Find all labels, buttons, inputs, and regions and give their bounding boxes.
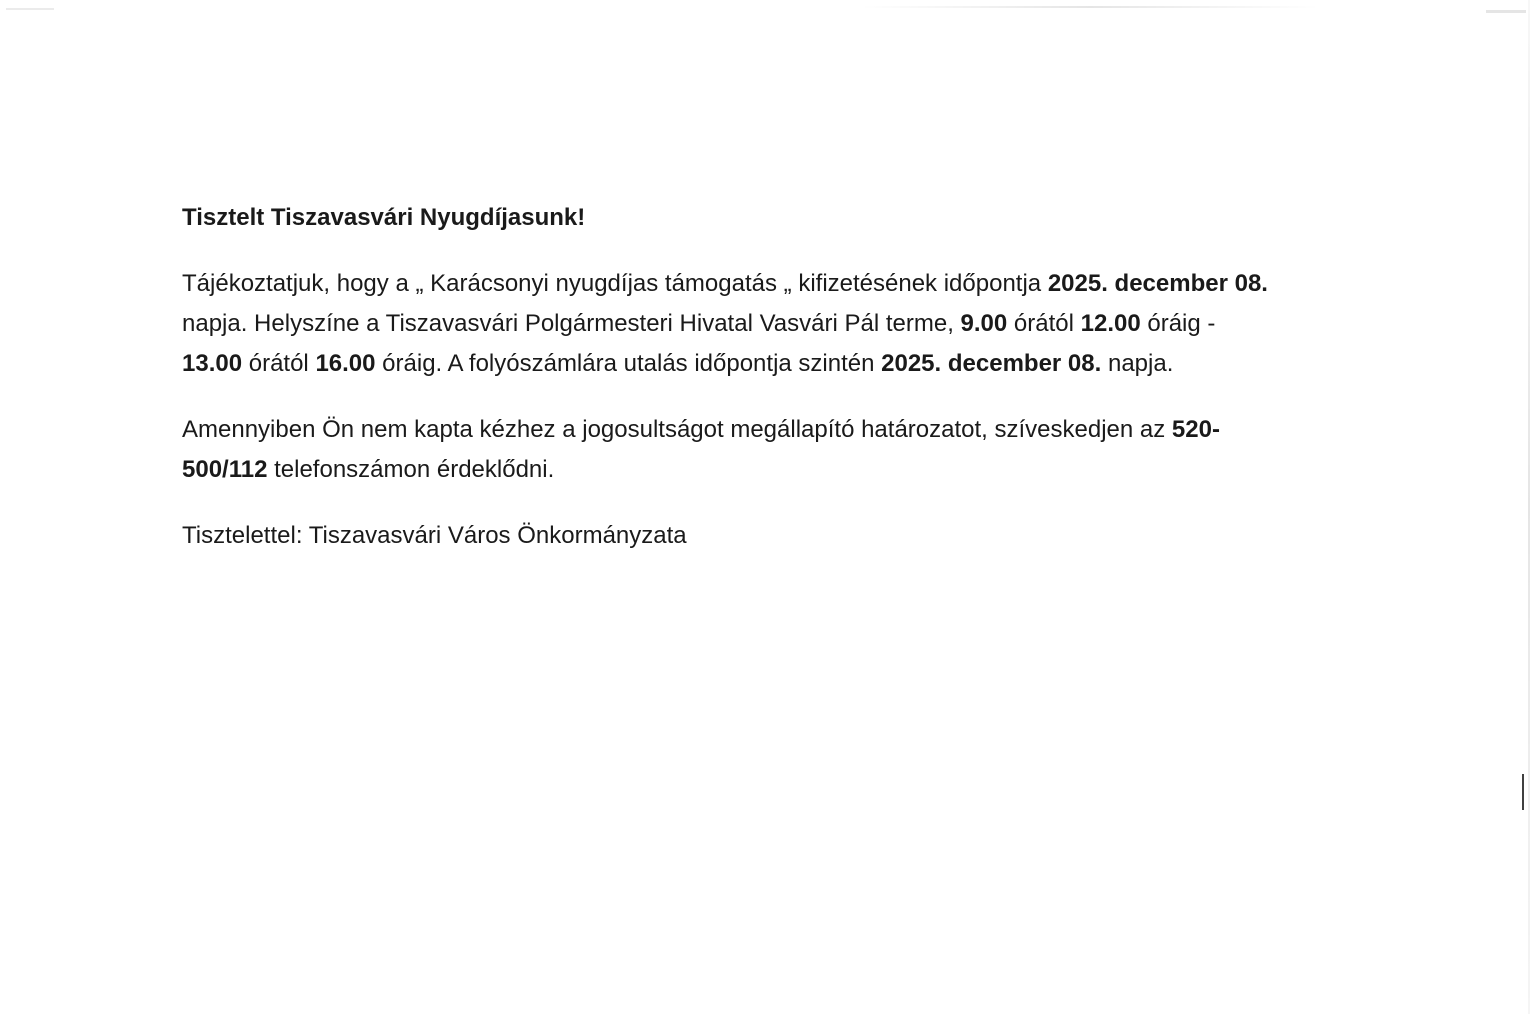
paragraph1-end: napja. <box>1101 350 1174 377</box>
letter-body <box>182 198 1382 556</box>
paragraph2-text: Amennyiben Ön nem kapta kézhez a jogosultságot megállapító határozatot, szíveskedjen az <box>182 416 1172 443</box>
paragraph1-location: napja. Helyszíne a Tiszavasvári Polgármesteri Hivatal Vasvári Pál terme, <box>182 310 961 337</box>
from-label-1: órától <box>1007 310 1081 337</box>
phone-number-part1: 520- <box>1171 416 1220 443</box>
scan-artifact-mark <box>1522 774 1524 810</box>
paragraph1-intro: Tájékoztatjuk, hogy a „ Karácsonyi nyugdíjas támogatás „ kifizetésének időpontja <box>182 270 1048 297</box>
scan-artifact-top-left <box>6 8 54 10</box>
letter-greeting: Tisztelt Tiszavasvári Nyugdíjasunk! <box>182 204 586 231</box>
scan-artifact-top <box>860 6 1320 8</box>
contact-paragraph <box>182 410 1382 490</box>
scan-artifact-top-right <box>1486 10 1526 13</box>
from-label-2: órától <box>242 350 316 377</box>
transfer-date: 2025. december 08. <box>881 350 1102 377</box>
phone-number-part2: 500/112 <box>182 456 268 483</box>
time-start-afternoon: 13.00 <box>182 350 243 377</box>
time-end-afternoon: 16.00 <box>315 350 376 377</box>
paragraph2-end: telefonszámon érdeklődni. <box>267 456 555 483</box>
time-end-morning: 12.00 <box>1080 310 1141 337</box>
payment-info-paragraph <box>182 264 1382 384</box>
scan-artifact-right-edge <box>1528 0 1530 1014</box>
letter-signature: Tisztelettel: Tiszavasvári Város Önkormányzata <box>182 522 687 549</box>
until-label-1: óráig - <box>1140 310 1216 337</box>
transfer-text: óráig. A folyószámlára utalás időpontja szintén <box>375 350 882 377</box>
time-start-morning: 9.00 <box>960 310 1008 337</box>
payment-date: 2025. december 08. <box>1047 270 1268 297</box>
